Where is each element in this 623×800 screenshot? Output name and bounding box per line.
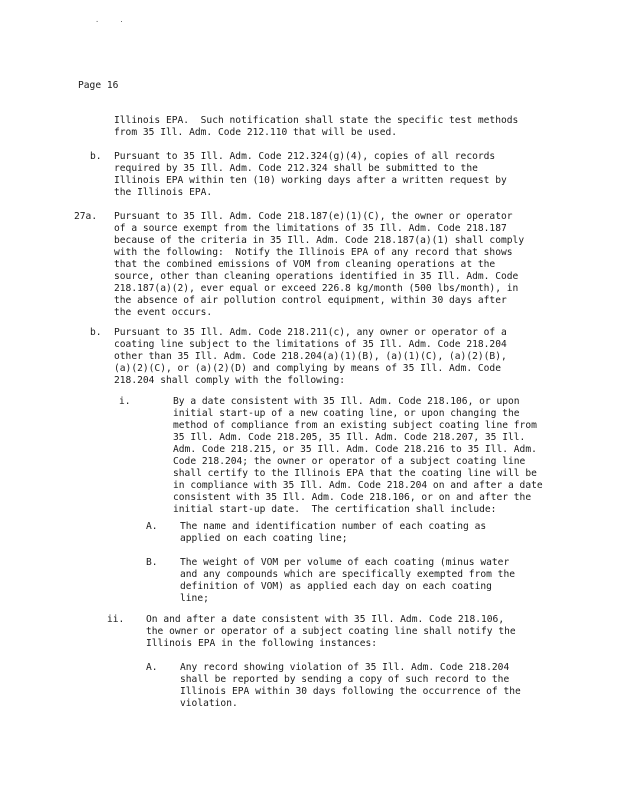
text-line: The name and identification number of each coating as bbox=[180, 521, 487, 532]
text-line: of a source exempt from the limitations of 35 Ill. Adm. Code 218.187 bbox=[114, 223, 507, 234]
text-line: required by 35 Ill. Adm. Code 212.324 shall be submitted to the bbox=[114, 163, 478, 174]
text-line: coating line subject to the limitations of 35 Ill. Adm. Code 218.204 bbox=[114, 339, 507, 350]
text-line: because of the criteria in 35 Ill. Adm. Code 218.187(a)(1) shall comply bbox=[114, 235, 525, 246]
text-line: in compliance with 35 Ill. Adm. Code 218.204 on and after a date bbox=[173, 480, 543, 491]
item-label-b: b. bbox=[90, 151, 102, 162]
text-line: with the following: Notify the Illinois EPA of any record that shows bbox=[114, 247, 513, 258]
text-line: (a)(2)(C), or (a)(2)(D) and complying by means of 35 Ill. Adm. Code bbox=[114, 363, 501, 374]
sub-item-i-A bbox=[180, 521, 486, 545]
text-line: the event occurs. bbox=[114, 307, 213, 318]
text-line: initial start-up date. The certification shall include: bbox=[173, 504, 497, 515]
text-line: Illinois EPA. Such notification shall state the specific test methods bbox=[114, 115, 519, 126]
text-line: Adm. Code 218.215, or 35 Ill. Adm. Code 218.216 to 35 Ill. Adm. bbox=[173, 444, 537, 455]
item-label-ii-A: A. bbox=[146, 662, 158, 673]
text-line: 35 Ill. Adm. Code 218.205, 35 Ill. Adm. Code 218.207, 35 Ill. bbox=[173, 432, 526, 443]
sub-item-ii-A bbox=[180, 662, 521, 710]
text-line: the owner or operator of a subject coating line shall notify the bbox=[146, 626, 516, 637]
text-line: By a date consistent with 35 Ill. Adm. Code 218.106, or upon bbox=[173, 396, 520, 407]
item-b-coating-line bbox=[114, 327, 507, 387]
item-label-ii: ii. bbox=[107, 614, 125, 625]
text-line: applied on each coating line; bbox=[180, 533, 348, 544]
text-line: 218.187(a)(2), ever equal or exceed 226.8 kg/month (500 lbs/month), in bbox=[114, 283, 519, 294]
text-line: shall be reported by sending a copy of such record to the bbox=[180, 674, 510, 685]
text-line: the absence of air pollution control equipment, within 30 days after bbox=[114, 295, 507, 306]
text-line: violation. bbox=[180, 698, 238, 709]
text-line: Pursuant to 35 Ill. Adm. Code 218.211(c), any owner or operator of a bbox=[114, 327, 507, 338]
text-line: shall certify to the Illinois EPA that the coating line will be bbox=[173, 468, 537, 479]
item-b-records bbox=[114, 151, 507, 199]
text-line: Illinois EPA within ten (10) working days after a written request by bbox=[114, 175, 507, 186]
text-line: definition of VOM) as applied each day on each coating bbox=[180, 581, 492, 592]
text-line: from 35 Ill. Adm. Code 212.110 that will be used. bbox=[114, 127, 398, 138]
text-line: On and after a date consistent with 35 Ill. Adm. Code 218.106, bbox=[146, 614, 505, 625]
item-label-i: i. bbox=[119, 396, 131, 407]
sub-item-i-B bbox=[180, 557, 515, 605]
text-line: The weight of VOM per volume of each coating (minus water bbox=[180, 557, 510, 568]
scan-specks: . . bbox=[95, 16, 132, 24]
sub-item-i bbox=[173, 396, 543, 516]
para-a-continuation bbox=[114, 115, 518, 139]
item-27a bbox=[114, 211, 524, 319]
text-line: Pursuant to 35 Ill. Adm. Code 218.187(e)(1)(C), the owner or operator bbox=[114, 211, 513, 222]
text-line: Pursuant to 35 Ill. Adm. Code 212.324(g)(4), copies of all records bbox=[114, 151, 496, 162]
text-line: Illinois EPA in the following instances: bbox=[146, 638, 378, 649]
text-line: Code 218.204; the owner or operator of a subject coating line bbox=[173, 456, 526, 467]
text-line: line; bbox=[180, 593, 209, 604]
text-line: and any compounds which are specifically exempted from the bbox=[180, 569, 516, 580]
text-line: 218.204 shall comply with the following: bbox=[114, 375, 346, 386]
sub-item-ii bbox=[146, 614, 516, 650]
text-line: other than 35 Ill. Adm. Code 218.204(a)(1)(B), (a)(1)(C), (a)(2)(B), bbox=[114, 351, 507, 362]
item-label-i-B: B. bbox=[146, 557, 158, 568]
item-label-27a: 27a. bbox=[74, 211, 98, 222]
item-label-b2: b. bbox=[90, 327, 102, 338]
page-header: Page 16 bbox=[78, 80, 119, 91]
text-line: that the combined emissions of VOM from cleaning operations at the bbox=[114, 259, 496, 270]
text-line: the Illinois EPA. bbox=[114, 187, 213, 198]
item-label-i-A: A. bbox=[146, 521, 158, 532]
text-line: initial start-up of a new coating line, or upon changing the bbox=[173, 408, 520, 419]
text-line: source, other than cleaning operations identified in 35 Ill. Adm. Code bbox=[114, 271, 519, 282]
text-line: method of compliance from an existing subject coating line from bbox=[173, 420, 537, 431]
text-line: consistent with 35 Ill. Adm. Code 218.106, or on and after the bbox=[173, 492, 532, 503]
text-line: Illinois EPA within 30 days following the occurrence of the bbox=[180, 686, 521, 697]
text-line: Any record showing violation of 35 Ill. Adm. Code 218.204 bbox=[180, 662, 510, 673]
